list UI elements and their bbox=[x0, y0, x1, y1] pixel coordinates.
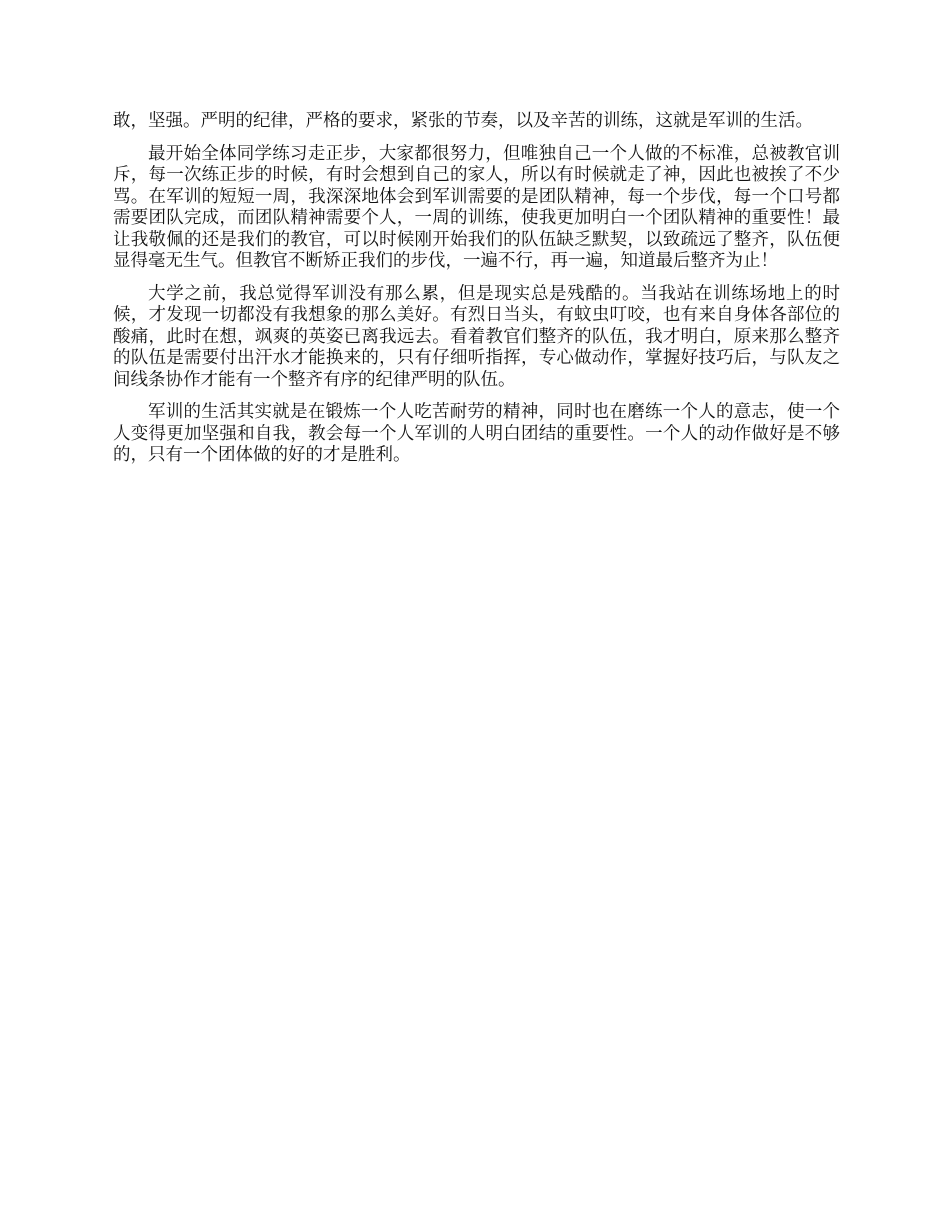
paragraph-3: 大学之前，我总觉得军训没有那么累，但是现实总是残酷的。当我站在训练场地上的时候，才发现一切都没有我想象的那么美好。有烈日当头，有蚊虫叮咬，也有来自身体各部位的酸痛，此时在想，飒爽的英姿已离我远去。看着教官们整齐的队伍，我才明白，原来那么整齐的队伍是需要付出汗水才能换来的，只有仔细听指挥，专心做动作，掌握好技巧后，与队友之间线条协作才能有一个整齐有序的纪律严明的队伍。 bbox=[113, 283, 840, 390]
paragraph-1: 敢，坚强。严明的纪律，严格的要求，紧张的节奏，以及辛苦的训练，这就是军训的生活。 bbox=[113, 111, 813, 131]
paragraph-2: 最开始全体同学练习走正步，大家都很努力，但唯独自己一个人做的不标准，总被教官训斥，每一次练正步的时候，有时会想到自己的家人，所以有时候就走了神，因此也被挨了不少骂。在军训的短短一周，我深深地体会到军训需要的是团队精神，每一个步伐，每一个口号都需要团队完成，而团队精神需要个人，一周的训练，使我更加明白一个团队精神的重要性！最让我敬佩的还是我们的教官，可以时候刚开始我们的队伍缺乏默契，以致疏远了整齐，队伍便显得毫无生气。但教官不断矫正我们的步伐，一遍不行，再一遍，知道最后整齐为止！ bbox=[113, 143, 840, 271]
paragraph-4: 军训的生活其实就是在锻炼一个人吃苦耐劳的精神，同时也在磨练一个人的意志，使一个人变得更加坚强和自我，教会每一个人军训的人明白团结的重要性。一个人的动作做好是不够的，只有一个团体做的好的才是胜利。 bbox=[113, 402, 840, 465]
document-body bbox=[113, 111, 840, 478]
